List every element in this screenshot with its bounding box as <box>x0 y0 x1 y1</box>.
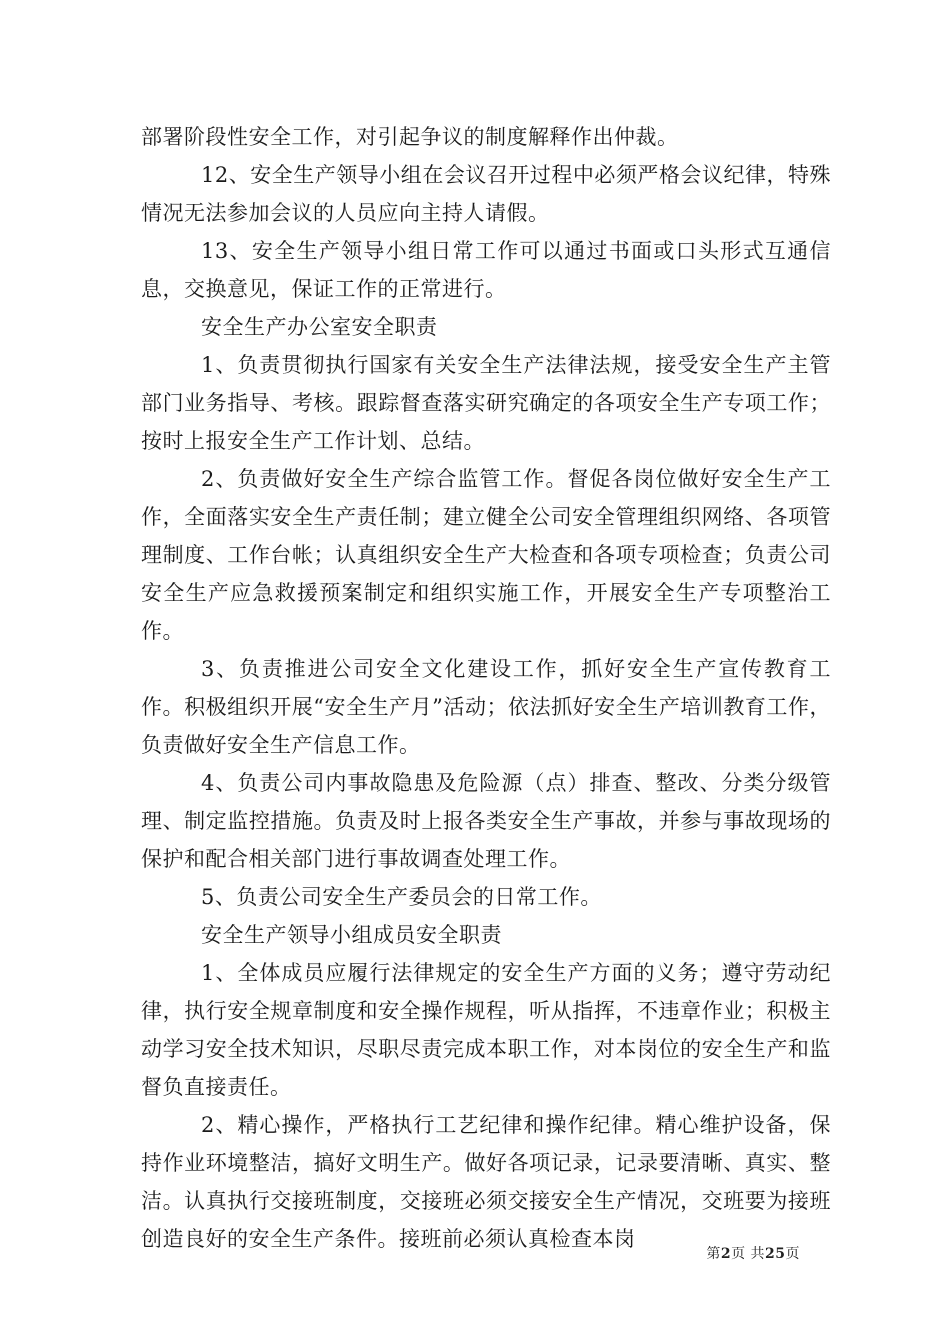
paragraph-member-item-1: 1、全体成员应履行法律规定的安全生产方面的义务；遵守劳动纪律，执行安全规章制度和安全操作规程，听从指挥，不违章作业；积极主动学习安全技术知识，尽职尽责完成本职工作，对本岗位的安全生产和监督负直接责任。 <box>141 961 831 1099</box>
page-number-footer <box>706 1243 800 1263</box>
section-heading-office-duties: 安全生产办公室安全职责 <box>201 315 438 339</box>
paragraph-office-item-4: 4、负责公司内事故隐患及危险源（点）排查、整改、分类分级管理、制定监控措施。负责及时上报各类安全生产事故，并参与事故现场的保护和配合相关部门进行事故调查处理工作。 <box>141 771 831 871</box>
footer-suffix: 页 <box>785 1246 800 1262</box>
section-heading-member-duties: 安全生产领导小组成员安全职责 <box>201 923 502 947</box>
current-page-number: 2 <box>720 1246 732 1262</box>
document-body <box>141 118 831 1258</box>
paragraph-office-item-2: 2、负责做好安全生产综合监管工作。督促各岗位做好安全生产工作，全面落实安全生产责任制；建立健全公司安全管理组织网络、各项管理制度、工作台帐；认真组织安全生产大检查和各项专项检查；负责公司安全生产应急救援预案制定和组织实施工作，开展安全生产专项整治工作。 <box>141 467 831 643</box>
footer-prefix: 第 <box>706 1246 721 1262</box>
paragraph-member-item-2: 2、精心操作，严格执行工艺纪律和操作纪律。精心维护设备，保持作业环境整洁，搞好文明生产。做好各项记录，记录要清晰、真实、整洁。认真执行交接班制度，交接班必须交接安全生产情况，交班要为接班创造良好的安全生产条件。接班前必须认真检查本岗 <box>141 1113 831 1251</box>
paragraph-item-12: 12、安全生产领导小组在会议召开过程中必须严格会议纪律，特殊情况无法参加会议的人员应向主持人请假。 <box>141 163 831 225</box>
paragraph-office-item-1: 1、负责贯彻执行国家有关安全生产法律法规，接受安全生产主管部门业务指导、考核。跟踪督查落实研究确定的各项安全生产专项工作；按时上报安全生产工作计划、总结。 <box>141 353 831 453</box>
paragraph-office-item-5: 5、负责公司安全生产委员会的日常工作。 <box>201 885 602 909</box>
total-page-count: 25 <box>765 1246 786 1262</box>
paragraph-continuation: 部署阶段性安全工作，对引起争议的制度解释作出仲裁。 <box>141 125 679 149</box>
paragraph-office-item-3: 3、负责推进公司安全文化建设工作，抓好安全生产宣传教育工作。积极组织开展“安全生产月”活动；依法抓好安全生产培训教育工作，负责做好安全生产信息工作。 <box>141 657 831 757</box>
footer-middle: 页 共 <box>731 1246 766 1262</box>
paragraph-item-13: 13、安全生产领导小组日常工作可以通过书面或口头形式互通信息，交换意见，保证工作的正常进行。 <box>141 239 831 301</box>
